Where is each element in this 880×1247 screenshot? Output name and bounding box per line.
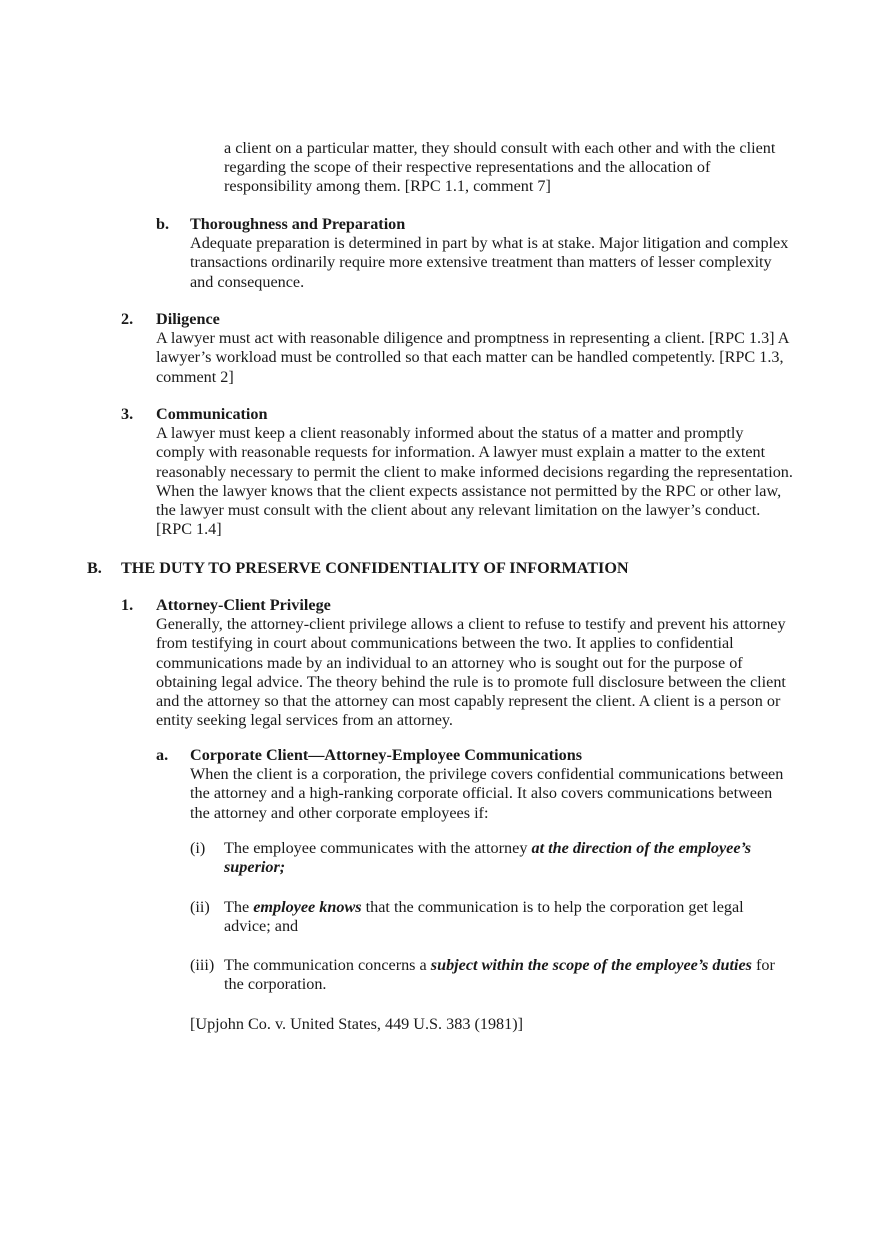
sub-b-marker: b. [156, 215, 170, 233]
continuation-paragraph: a client on a particular matter, they should consult with each other and with the client regarding the scope of their respective representations and the allocation of responsibility among them. [RPC 1.1, comment 7] [224, 139, 776, 196]
item-b1-body: Generally, the attorney-client privilege allows a client to refuse to testify and prevent his attorney from testifying in court about communications between the two. It applies to confidential communications made by an individual to an attorney who is sought out for the purpose of obtaining legal advice. The theory behind the rule is to promote full disclosure between the client and the attorney so that the attorney can most capably represent the client. A client is a person or entity seeking legal services from an attorney. [156, 615, 786, 730]
item-2-body: A lawyer must act with reasonable diligence and promptness in representing a client. [RPC 1.3] A lawyer’s workload must be controlled so that each matter can be handled competently. [RPC 1.3, comment 2] [156, 329, 789, 386]
section-b-heading: THE DUTY TO PRESERVE CONFIDENTIALITY OF INFORMATION [121, 559, 629, 577]
sub-a-marker: a. [156, 746, 169, 764]
item-2-marker: 2. [121, 310, 134, 328]
item-2-heading: Diligence [156, 310, 220, 328]
item-3-body: A lawyer must keep a client reasonably informed about the status of a matter and promptly comply with reasonable requests for information. A lawyer must explain a matter to the extent reasonably necessary to permit the client to make informed decisions regarding the representation. When the lawyer knows that the client expects assistance not permitted by the RPC or other law, the lawyer must consult with the client about any relevant limitation on the lawyer’s conduct. [RPC 1.4] [156, 424, 793, 539]
condition-ii-pre: The [224, 898, 254, 916]
item-3-block [156, 405, 796, 539]
condition-ii-marker: (ii) [190, 898, 210, 916]
condition-i-text [224, 839, 790, 877]
condition-iii-emphasis: subject within the scope of the employee’s duties [430, 956, 752, 974]
condition-ii-emphasis: employee knows [253, 898, 362, 916]
sub-b-block [190, 215, 796, 292]
item-b1-marker: 1. [121, 596, 134, 614]
condition-ii-post: that the communication is to help the corporation get legal advice; and [224, 898, 744, 936]
item-2-block [156, 310, 796, 387]
item-b1-heading: Attorney-Client Privilege [156, 596, 331, 614]
condition-i-emphasis: at the direction of the employee’s superior; [224, 839, 752, 877]
sub-b-body: Adequate preparation is determined in part by what is at stake. Major litigation and complex transactions ordinarily require more extensive treatment than matters of lesser complexity and consequence. [190, 234, 789, 291]
item-b1-block [156, 596, 796, 730]
condition-iii-pre: The communication concerns a [224, 956, 431, 974]
condition-i-marker: (i) [190, 839, 206, 857]
sub-a-body: When the client is a corporation, the privilege covers confidential communications between the attorney and a high-ranking corporate official. It also covers communications between the attorney and other corporate employees if: [190, 765, 784, 822]
sub-b-heading: Thoroughness and Preparation [190, 215, 406, 233]
citation: [Upjohn Co. v. United States, 449 U.S. 383 (1981)] [190, 1015, 524, 1033]
condition-iii-marker: (iii) [190, 956, 215, 974]
condition-iii-post: for the corporation. [224, 956, 775, 994]
sub-a-heading: Corporate Client—Attorney-Employee Communications [190, 746, 583, 764]
item-3-heading: Communication [156, 405, 268, 423]
item-3-marker: 3. [121, 405, 134, 423]
sub-a-block [190, 746, 786, 823]
condition-ii-text [224, 898, 790, 936]
condition-iii-text [224, 956, 790, 994]
section-b-marker: B. [87, 559, 102, 577]
condition-i-pre: The employee communicates with the attorney [224, 839, 532, 857]
